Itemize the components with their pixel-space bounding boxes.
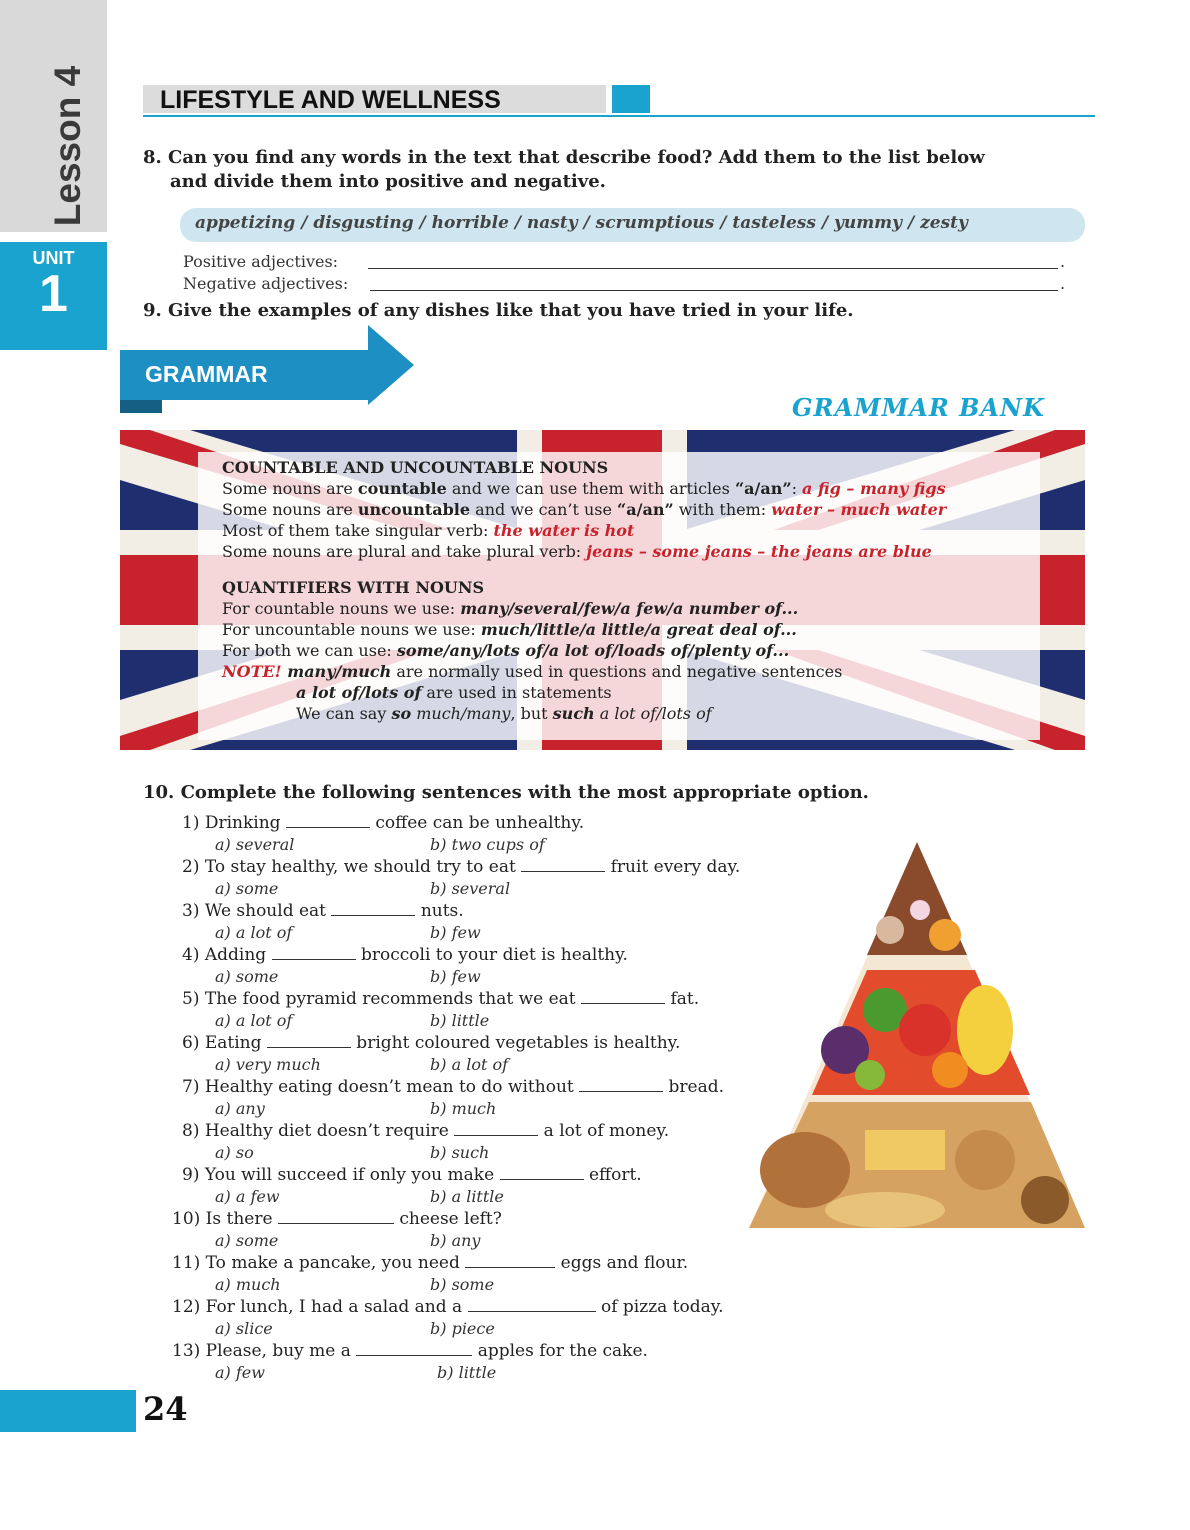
q10-sentence bbox=[182, 813, 584, 833]
quantifiers-heading: QUANTIFIERS WITH NOUNS bbox=[222, 578, 485, 597]
option-b[interactable]: b) some bbox=[430, 1275, 495, 1294]
option-a[interactable]: a) slice bbox=[215, 1319, 273, 1338]
sentence-start: 12) For lunch, I had a salad and a bbox=[172, 1297, 468, 1317]
q10-sentence bbox=[182, 945, 628, 965]
sentence-end: apples for the cake. bbox=[472, 1341, 648, 1361]
rule-countable-quantifiers: For countable nouns we use: many/several/few/a few/a number of... bbox=[222, 599, 799, 618]
q10-sentence bbox=[172, 1297, 724, 1317]
sentence-end: cheese left? bbox=[393, 1209, 502, 1229]
answer-blank[interactable] bbox=[500, 1165, 584, 1180]
q9-text: 9. Give the examples of any dishes like that you have tried in your life. bbox=[143, 300, 854, 321]
sentence-start: 10) Is there bbox=[172, 1209, 278, 1229]
sentence-end: nuts. bbox=[415, 901, 464, 921]
sentence-end: eggs and flour. bbox=[555, 1253, 689, 1273]
positive-answer-line[interactable] bbox=[368, 268, 1058, 269]
answer-blank[interactable] bbox=[521, 857, 605, 872]
sentence-start: 13) Please, buy me a bbox=[172, 1341, 357, 1361]
answer-blank[interactable] bbox=[465, 1253, 555, 1268]
answer-blank[interactable] bbox=[331, 901, 415, 916]
unit-label: UNIT bbox=[32, 248, 75, 268]
option-b[interactable]: b) piece bbox=[430, 1319, 495, 1338]
rule-countable: Some nouns are countable and we can use them with articles “a/an”: a fig – many figs bbox=[222, 479, 946, 498]
sentence-start: 4) Adding bbox=[182, 945, 272, 965]
q8-line2: and divide them into positive and negative. bbox=[170, 171, 606, 192]
page-number-bar bbox=[0, 1390, 136, 1432]
option-b[interactable]: b) a little bbox=[430, 1187, 504, 1206]
note-statements: a lot of/lots of are used in statements bbox=[296, 683, 612, 702]
answer-blank[interactable] bbox=[356, 1341, 472, 1356]
title-square bbox=[612, 85, 650, 113]
sentence-start: 2) To stay healthy, we should try to eat bbox=[182, 857, 522, 877]
sentence-start: 3) We should eat bbox=[182, 901, 332, 921]
answer-blank[interactable] bbox=[286, 813, 370, 828]
q10-title: 10. Complete the following sentences with the most appropriate option. bbox=[143, 782, 869, 803]
sentence-start: 6) Eating bbox=[182, 1033, 267, 1053]
option-a[interactable]: a) so bbox=[215, 1143, 254, 1162]
grammar-tab-arrow bbox=[368, 325, 414, 405]
q10-sentence bbox=[182, 989, 699, 1009]
q8-line1: 8. Can you find any words in the text that describe food? Add them to the list below bbox=[143, 147, 985, 168]
sentence-end: coffee can be unhealthy. bbox=[369, 813, 585, 833]
sentence-end: of pizza today. bbox=[595, 1297, 724, 1317]
sentence-end: broccoli to your diet is healthy. bbox=[355, 945, 628, 965]
page-number: 24 bbox=[143, 1390, 188, 1428]
sentence-end: fruit every day. bbox=[605, 857, 741, 877]
q10-sentence bbox=[182, 901, 464, 921]
sentence-start: 8) Healthy diet doesn’t require bbox=[182, 1121, 455, 1141]
positive-label: Positive adjectives: bbox=[183, 252, 339, 271]
option-b[interactable]: b) a lot of bbox=[430, 1055, 509, 1074]
negative-period: . bbox=[1060, 274, 1066, 293]
word-list: appetizing / disgusting / horrible / nasty / scrumptious / tasteless / yummy / zesty bbox=[195, 213, 968, 233]
sentence-start: 9) You will succeed if only you make bbox=[182, 1165, 500, 1185]
q10-sentence bbox=[172, 1209, 502, 1229]
option-b[interactable]: b) any bbox=[430, 1231, 481, 1250]
option-a[interactable]: a) a few bbox=[215, 1187, 280, 1206]
option-a[interactable]: a) much bbox=[215, 1275, 281, 1294]
lesson-label: Lesson 4 bbox=[47, 65, 89, 227]
sentence-end: effort. bbox=[583, 1165, 642, 1185]
negative-answer-line[interactable] bbox=[370, 290, 1058, 291]
grammar-heading: GRAMMAR bbox=[145, 361, 268, 387]
grammar-bank-title: GRAMMAR BANK bbox=[792, 393, 1045, 422]
rule-both-quantifiers: For both we can use: some/any/lots of/a lot of/loads of/plenty of... bbox=[222, 641, 790, 660]
q10-sentence bbox=[182, 1165, 642, 1185]
option-a[interactable]: a) a lot of bbox=[215, 1011, 293, 1030]
q10-sentence bbox=[182, 1121, 669, 1141]
option-b[interactable]: b) much bbox=[430, 1099, 497, 1118]
sentence-end: bright coloured vegetables is healthy. bbox=[350, 1033, 681, 1053]
q10-sentence bbox=[172, 1253, 688, 1273]
q10-sentence bbox=[182, 1033, 680, 1053]
q10-sentence bbox=[182, 857, 740, 877]
rule-plural-verb: Some nouns are plural and take plural verb: jeans – some jeans – the jeans are blue bbox=[222, 542, 932, 561]
sentence-start: 7) Healthy eating doesn’t mean to do without bbox=[182, 1077, 580, 1097]
sentence-end: a lot of money. bbox=[538, 1121, 670, 1141]
answer-blank[interactable] bbox=[267, 1033, 351, 1048]
sentence-end: fat. bbox=[665, 989, 700, 1009]
q10-sentence bbox=[182, 1077, 724, 1097]
rule-uncountable: Some nouns are uncountable and we can’t use “a/an” with them: water – much water bbox=[222, 500, 947, 519]
option-b[interactable]: b) several bbox=[430, 879, 511, 898]
title-divider bbox=[143, 115, 1095, 117]
page-title: LIFESTYLE AND WELLNESS bbox=[160, 86, 501, 114]
note-so-such: We can say so much/many, but such a lot of/lots of bbox=[296, 704, 712, 723]
rule-singular-verb: Most of them take singular verb: the water is hot bbox=[222, 521, 635, 540]
sentence-end: bread. bbox=[663, 1077, 725, 1097]
option-a[interactable]: a) few bbox=[215, 1363, 265, 1382]
sentence-start: 1) Drinking bbox=[182, 813, 286, 833]
answer-blank[interactable] bbox=[278, 1209, 394, 1224]
option-a[interactable]: a) some bbox=[215, 1231, 279, 1250]
negative-label: Negative adjectives: bbox=[183, 274, 349, 293]
unit-number: 1 bbox=[39, 265, 68, 323]
unit-badge bbox=[0, 242, 107, 350]
positive-period: . bbox=[1060, 252, 1066, 271]
option-b[interactable]: b) few bbox=[430, 923, 481, 942]
rule-uncountable-quantifiers: For uncountable nouns we use: much/little/a little/a great deal of... bbox=[222, 620, 797, 639]
option-b[interactable]: b) such bbox=[430, 1143, 490, 1162]
option-a[interactable]: a) some bbox=[215, 879, 279, 898]
option-a[interactable]: a) very much bbox=[215, 1055, 321, 1074]
answer-blank[interactable] bbox=[581, 989, 665, 1004]
answer-blank[interactable] bbox=[579, 1077, 663, 1092]
sentence-start: 11) To make a pancake, you need bbox=[172, 1253, 466, 1273]
option-b[interactable]: b) two cups of bbox=[430, 835, 545, 854]
countable-heading: COUNTABLE AND UNCOUNTABLE NOUNS bbox=[222, 458, 609, 477]
option-a[interactable]: a) several bbox=[215, 835, 295, 854]
option-b[interactable]: b) little bbox=[430, 1011, 490, 1030]
option-b[interactable]: b) few bbox=[430, 967, 481, 986]
answer-blank[interactable] bbox=[468, 1297, 596, 1312]
answer-blank[interactable] bbox=[272, 945, 356, 960]
q10-sentence bbox=[172, 1341, 648, 1361]
option-a[interactable]: a) some bbox=[215, 967, 279, 986]
answer-blank[interactable] bbox=[454, 1121, 538, 1136]
option-b[interactable]: b) little bbox=[437, 1363, 497, 1382]
option-a[interactable]: a) any bbox=[215, 1099, 265, 1118]
food-pyramid-image bbox=[745, 830, 1090, 1230]
option-a[interactable]: a) a lot of bbox=[215, 923, 293, 942]
sentence-start: 5) The food pyramid recommends that we eat bbox=[182, 989, 582, 1009]
note-line: NOTE! many/much are normally used in questions and negative sentences bbox=[222, 662, 843, 681]
